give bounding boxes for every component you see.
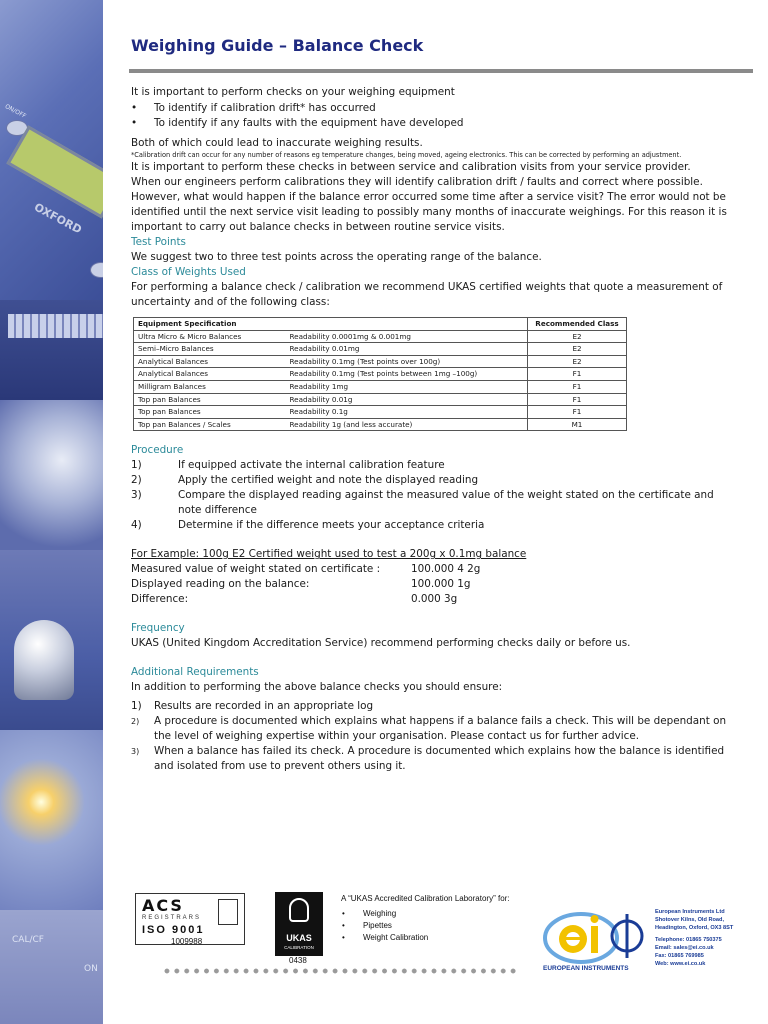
accreditation-list xyxy=(341,893,510,944)
ukas-logo: UKAS CALIBRATION xyxy=(275,892,323,956)
column-header: Equipment Specification xyxy=(134,318,528,331)
list-item: • To identify if any faults with the equipment have developed xyxy=(131,117,464,129)
glass-dish-photo xyxy=(0,400,103,550)
readability-cell: Readability 0.0001mg & 0.001mg xyxy=(286,330,528,343)
requirement-item: 1) Results are recorded in an appropriate log xyxy=(131,700,374,713)
consequence-text: Both of which could lead to inaccurate weighing results. xyxy=(131,137,423,149)
intro-text: It is important to perform checks on your weighing equipment xyxy=(131,86,455,98)
table-row xyxy=(134,406,627,419)
main-content xyxy=(131,85,731,774)
recommended-class-cell: E2 xyxy=(528,355,627,368)
equipment-cell: Analytical Balances xyxy=(134,368,286,381)
table-row xyxy=(134,343,627,356)
readability-cell: Readability 1mg xyxy=(286,380,528,393)
dotted-divider xyxy=(162,967,518,975)
recommended-class-cell: E2 xyxy=(528,343,627,356)
list-item: • Weight Calibration xyxy=(342,933,429,942)
calibration-weight-photo xyxy=(0,550,103,730)
paragraph: UKAS (United Kingdom Accreditation Service) recommend performing checks daily or before us. xyxy=(131,637,631,650)
accreditation-title: A “UKAS Accredited Calibration Laboratory” for: xyxy=(341,894,510,903)
paragraph: We suggest two to three test points across the operating range of the balance. xyxy=(131,251,542,263)
section-heading-procedure: Procedure xyxy=(131,444,184,457)
paragraph: It is important to perform these checks in between service and calibration visits from your service provider. xyxy=(131,161,691,173)
ukas-number: 0438 xyxy=(289,956,307,965)
procedure-step: 4) Determine if the difference meets your acceptance criteria xyxy=(131,519,485,532)
readability-cell: Readability 0.01mg xyxy=(286,343,528,356)
paragraph: For performing a balance check / calibration we recommend UKAS certified weights that quote a measurement of uncertainty and of the following class: xyxy=(131,281,723,308)
procedure-step: 2) Apply the certified weight and note the displayed reading xyxy=(131,474,479,487)
balance-button-icon xyxy=(90,262,103,278)
list-item: • Weighing xyxy=(342,909,397,918)
cal-label: CAL/CF xyxy=(12,935,44,945)
table-row xyxy=(134,355,627,368)
section-heading-class-of-weights: Class of Weights Used xyxy=(131,266,246,278)
list-item: • To identify if calibration drift* has occurred xyxy=(131,102,376,114)
table-row xyxy=(134,418,627,431)
readability-cell: Readability 0.1g xyxy=(286,406,528,419)
on-label: ON xyxy=(84,964,98,974)
pipette-rack-photo xyxy=(0,300,103,400)
equipment-cell: Milligram Balances xyxy=(134,380,286,393)
on-off-label: ON/OFF xyxy=(3,103,28,120)
balance-display-photo xyxy=(0,0,103,300)
requirement-item: 2) A procedure is documented which explains what happens if a balance fails a check. This will be dependant on the level of weighing expertise within your organisation. Please contact us for further advice. xyxy=(131,715,727,743)
acs-iso-logo: ACS REGISTRARS ISO 9001 xyxy=(135,893,245,945)
side-photo-strip xyxy=(0,0,103,1024)
requirement-item: 3) When a balance has failed its check. A procedure is documented which explains how the balance is identified and isolated from use to prevent others using it. xyxy=(131,745,725,773)
example-row: Difference: 0.000 3g xyxy=(131,593,458,606)
oxford-label: OXFORD xyxy=(31,200,84,237)
procedure-step: 3) Compare the displayed reading against the measured value of the weight stated on the certificate and note difference xyxy=(131,489,714,517)
recommended-class-cell: F1 xyxy=(528,406,627,419)
light-flare-photo xyxy=(0,730,103,910)
equipment-cell: Top pan Balances xyxy=(134,393,286,406)
example-heading: For Example: 100g E2 Certified weight used to test a 200g x 0.1mg balance xyxy=(131,548,527,561)
table-row xyxy=(134,330,627,343)
section-heading-additional: Additional Requirements xyxy=(131,666,259,679)
recommended-class-cell: F1 xyxy=(528,380,627,393)
equipment-cell: Semi–Micro Balances xyxy=(134,343,286,356)
table-row xyxy=(134,393,627,406)
weights-class-table xyxy=(133,317,627,431)
footnote: *Calibration drift can occur for any number of reasons eg temperature changes, being moved, ageing electronics. This can be corrected by performing an adjustment. xyxy=(131,151,682,159)
title-divider xyxy=(129,69,753,73)
list-item: • Pipettes xyxy=(342,921,392,930)
table-row xyxy=(134,368,627,381)
recommended-class-cell: E2 xyxy=(528,330,627,343)
page-title: Weighing Guide – Balance Check xyxy=(131,36,424,55)
readability-cell: Readability 0.01g xyxy=(286,393,528,406)
readability-cell: Readability 0.1mg (Test points between 1mg –100g) xyxy=(286,368,528,381)
acs-number: 1009988 xyxy=(171,937,203,946)
ukas-seal-icon xyxy=(218,899,238,925)
company-contact: European Instruments Ltd Shotover Kilns, Old Road, Headington, Oxford, OX3 8ST Telephone: 01865 750375 Email: sales@ei.co.uk Fax: 01865 769985 Web: www.ei.co.uk xyxy=(655,909,734,967)
readability-cell: Readability 0.1mg (Test points over 100g) xyxy=(286,355,528,368)
section-heading-test-points: Test Points xyxy=(131,236,186,248)
paragraph: In addition to performing the above balance checks you should ensure: xyxy=(131,681,503,694)
example-row: Measured value of weight stated on certificate : 100.000 4 2g xyxy=(131,563,481,576)
crown-icon xyxy=(289,898,309,922)
balance-lcd xyxy=(6,125,103,218)
table-row xyxy=(134,380,627,393)
equipment-cell: Analytical Balances xyxy=(134,355,286,368)
readability-cell: Readability 1g (and less accurate) xyxy=(286,418,528,431)
equipment-cell: Ultra Micro & Micro Balances xyxy=(134,330,286,343)
ei-logo-subtitle: EUROPEAN INSTRUMENTS xyxy=(543,965,629,972)
equipment-cell: Top pan Balances xyxy=(134,406,286,419)
procedure-step: 1) If equipped activate the internal calibration feature xyxy=(131,459,445,472)
recommended-class-cell: F1 xyxy=(528,368,627,381)
example-row: Displayed reading on the balance: 100.000 1g xyxy=(131,578,471,591)
paragraph: When our engineers perform calibrations they will identify calibration drift / faults and correct where possible. However, what would happen if the balance error occurred some time after a service visit? The error would not be identified until the next service visit leading to possibly many months of inaccurate weighings. For this reason it is important to carry out balance checks in between routine service visits. xyxy=(131,176,727,233)
ei-logo xyxy=(541,906,649,972)
table-header-row xyxy=(134,318,627,331)
section-heading-frequency: Frequency xyxy=(131,622,185,635)
column-header: Recommended Class xyxy=(528,318,627,331)
equipment-cell: Top pan Balances / Scales xyxy=(134,418,286,431)
recommended-class-cell: M1 xyxy=(528,418,627,431)
recommended-class-cell: F1 xyxy=(528,393,627,406)
balance-keypad-photo xyxy=(0,910,103,1024)
